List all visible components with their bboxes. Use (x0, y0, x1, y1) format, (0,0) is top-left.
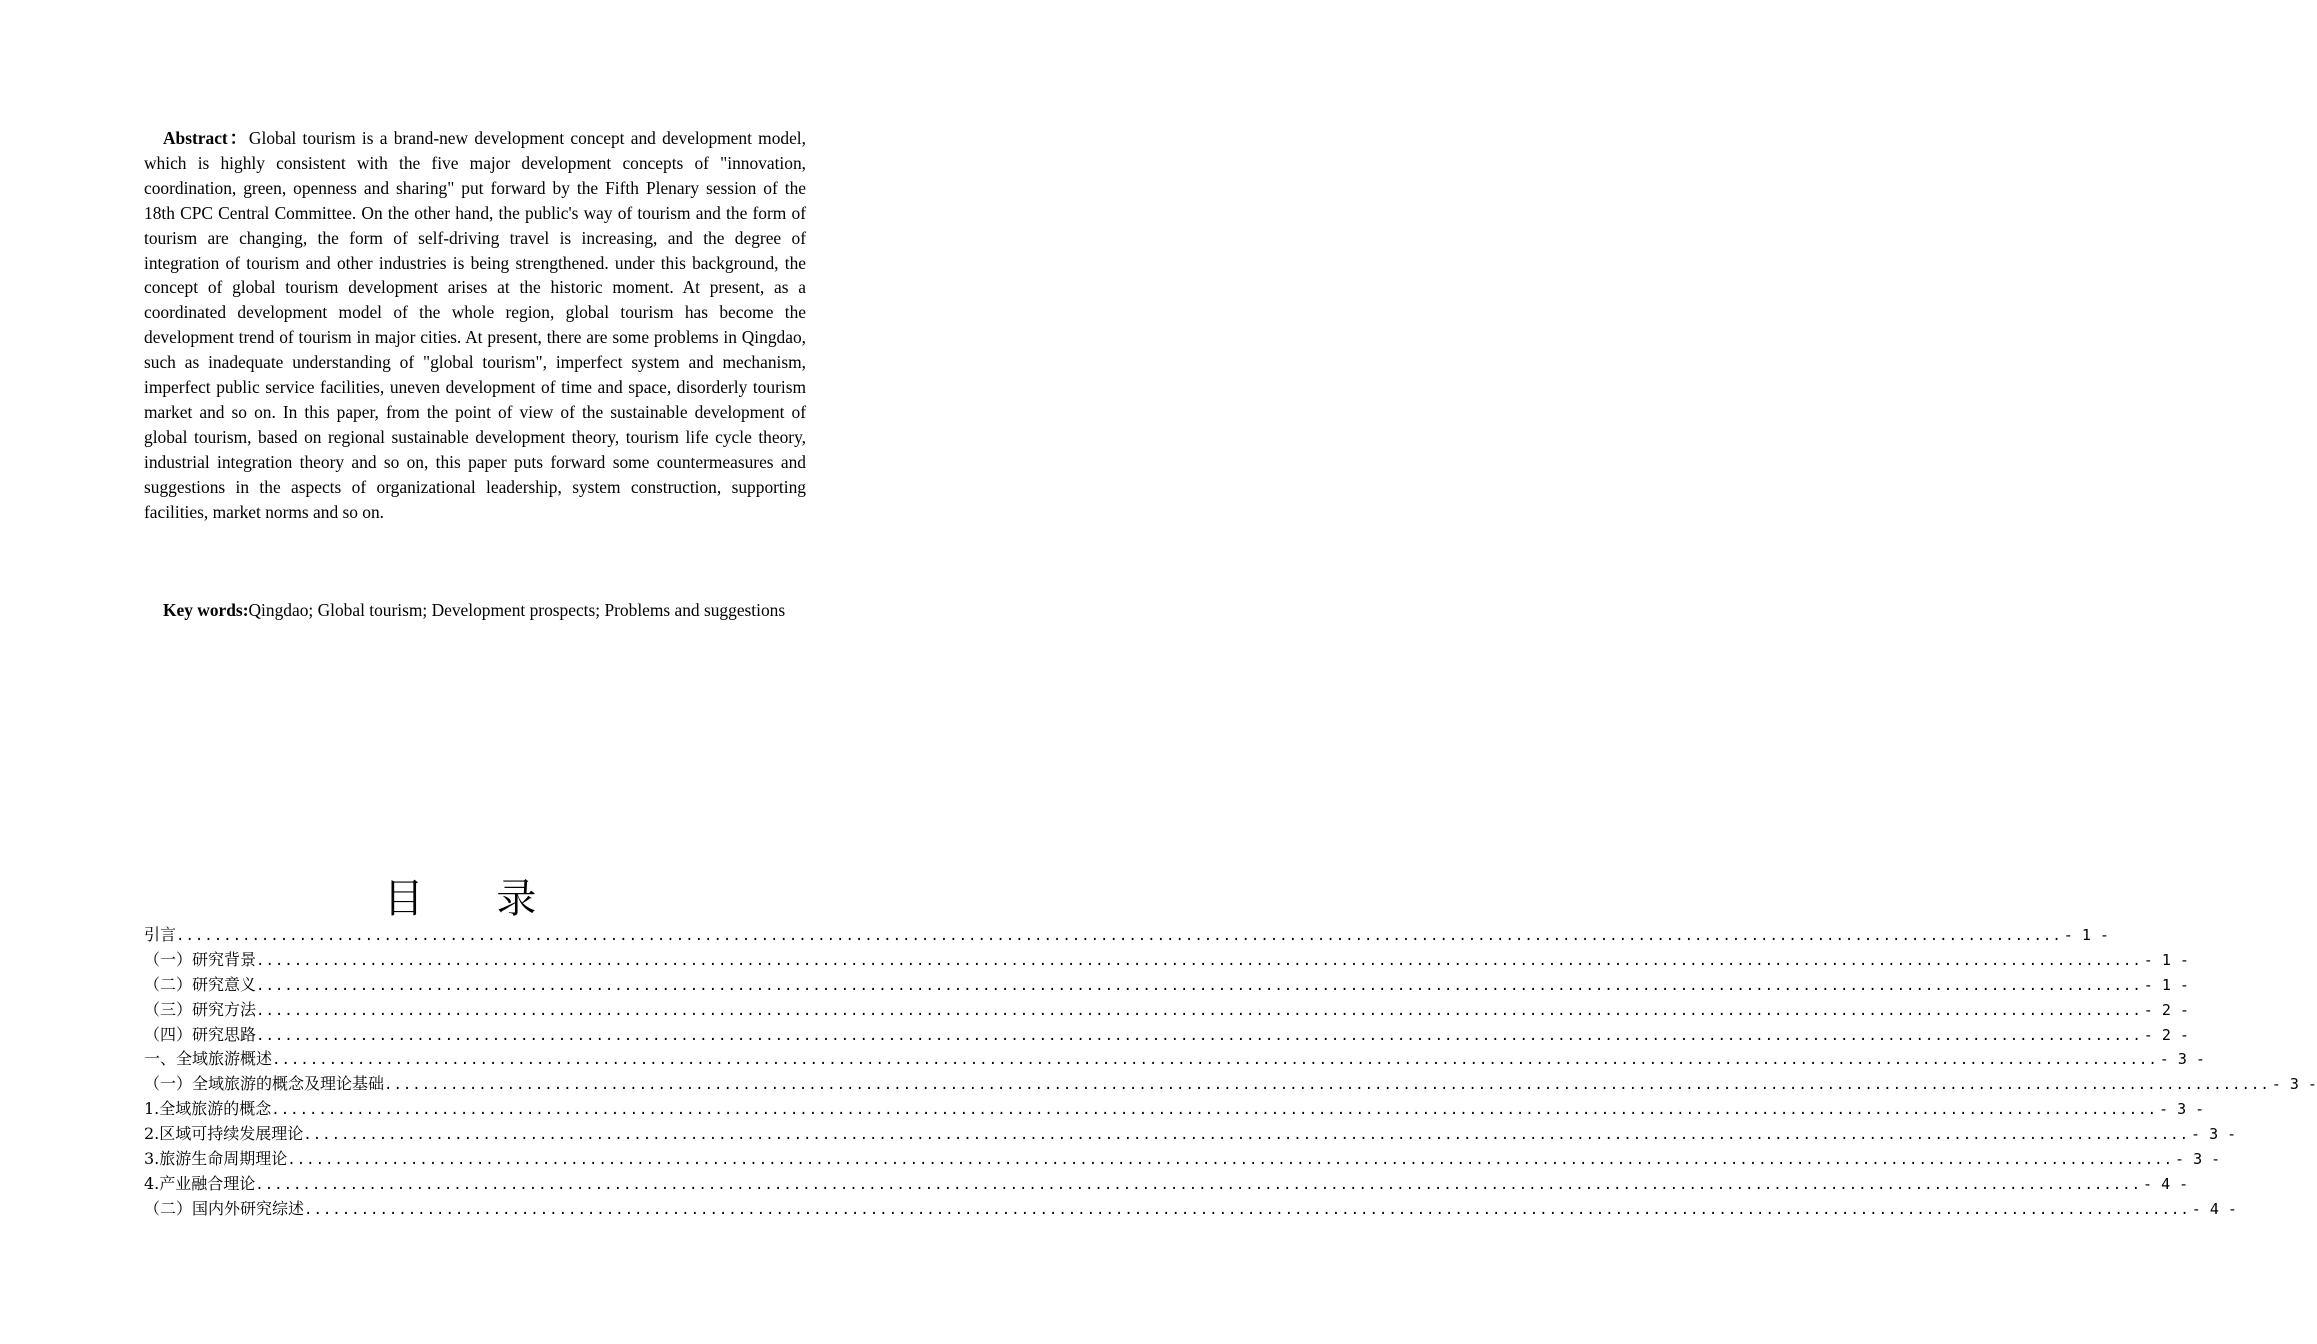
toc-dot-leader: ........................................................................................................................................................................................................ (256, 952, 2142, 969)
toc-entry-label: 一、全域旅游概述 (144, 1049, 273, 1069)
toc-entry[interactable] (144, 1172, 2189, 1197)
toc-dot-leader: ........................................................................................................................................................................................................ (272, 1052, 2158, 1069)
toc-entry-label: 1.全域旅游的概念 (144, 1099, 272, 1119)
toc-entry-label: 4.产业融合理论 (144, 1173, 256, 1193)
toc-entry-label: （四）研究思路 (144, 1024, 257, 1044)
toc-entry-label: 引言 (144, 925, 177, 944)
keywords-paragraph (144, 598, 806, 623)
toc-dot-leader: ........................................................................................................................................................................................................ (384, 1077, 2270, 1094)
toc-dot-leader: ........................................................................................................................................................................................................ (256, 1027, 2142, 1044)
toc-entry[interactable] (144, 1023, 2189, 1048)
toc-entry-label: 2.区域可持续发展理论 (144, 1124, 304, 1144)
toc-dot-leader: ........................................................................................................................................................................................................ (255, 1176, 2142, 1193)
toc-entry-page: - 2 - (2143, 1025, 2189, 1044)
toc-entry-label: （二）国内外研究综述 (144, 1198, 305, 1218)
toc-entry-label: （一）全域旅游的概念及理论基础 (144, 1074, 385, 1094)
toc-entry[interactable] (144, 923, 2109, 948)
toc-dot-leader: ........................................................................................................................................................................................................ (271, 1102, 2158, 1119)
document-page (144, 126, 2317, 1218)
toc-entry[interactable] (144, 998, 2189, 1023)
toc-entry-page: - 2 - (2143, 1000, 2189, 1019)
toc-title: 目 录 (383, 876, 567, 922)
abstract-text: Global tourism is a brand-new development concept and development model, which is highly consistent with the five major development concepts of "innovation, coordination, green, openness and sharing" put forward by the Fifth Plenary session of the 18th CPC Central Committee. On the other hand, the public's way of tourism and the form of tourism are changing, the form of self-driving travel is increasing, and the degree of integration of tourism and other industries is being strengthened. under this background, the concept of global tourism development arises at the historic moment. At present, as a coordinated development model of the whole region, global tourism has become the development trend of tourism in major cities. At present, there are some problems in Qingdao, such as inadequate understanding of "global tourism", imperfect system and mechanism, imperfect public service facilities, uneven development of time and space, disorderly tourism market and so on. In this paper, from the point of view of the sustainable development of global tourism, based on regional sustainable development theory, tourism life cycle theory, industrial integration theory and so on, this paper puts forward some countermeasures and suggestions in the aspects of organizational leadership, system construction, supporting facilities, market norms and so on. (144, 128, 806, 522)
toc-entry-page: - 3 - (2159, 1100, 2205, 1119)
toc-entry-label: （一）研究背景 (144, 949, 257, 969)
toc-entry-label: （二）研究意义 (144, 974, 257, 994)
toc-entry[interactable] (144, 1122, 2237, 1147)
keywords-text: Qingdao; Global tourism; Development prospects; Problems and suggestions (248, 600, 786, 620)
toc-entry[interactable] (144, 1047, 2205, 1072)
table-of-contents (144, 923, 2317, 1222)
toc-entry-page: - 3 - (2175, 1150, 2221, 1169)
toc-dot-leader: ........................................................................................................................................................................................................ (256, 1002, 2142, 1019)
toc-entry-page: - 1 - (2063, 926, 2109, 944)
toc-entry-page: - 4 - (2143, 1174, 2189, 1193)
toc-entry-page: - 1 - (2143, 950, 2189, 969)
toc-dot-leader: ........................................................................................................................................................................................................ (176, 928, 2062, 944)
toc-entry[interactable] (144, 1072, 2317, 1097)
toc-dot-leader: ........................................................................................................................................................................................................ (303, 1127, 2190, 1144)
toc-dot-leader: ........................................................................................................................................................................................................ (304, 1201, 2190, 1218)
toc-entry-page: - 1 - (2143, 975, 2189, 994)
abstract-paragraph (144, 126, 806, 525)
toc-entry-label: （三）研究方法 (144, 999, 257, 1019)
toc-entry-page: - 3 - (2271, 1075, 2317, 1094)
abstract-label: Abstract： (163, 128, 249, 148)
toc-entry-page: - 3 - (2159, 1050, 2205, 1069)
toc-entry-page: - 3 - (2191, 1125, 2237, 1144)
toc-entry-page: - 4 - (2191, 1199, 2237, 1218)
toc-entry[interactable] (144, 1097, 2205, 1122)
toc-entry[interactable] (144, 1147, 2221, 1172)
toc-entry[interactable] (144, 1197, 2237, 1222)
toc-entry-label: 3.旅游生命周期理论 (144, 1149, 288, 1169)
toc-dot-leader: ........................................................................................................................................................................................................ (256, 977, 2142, 994)
toc-dot-leader: ........................................................................................................................................................................................................ (287, 1152, 2174, 1169)
toc-entry[interactable] (144, 973, 2189, 998)
keywords-label: Key words: (163, 600, 249, 620)
toc-entry[interactable] (144, 948, 2189, 973)
